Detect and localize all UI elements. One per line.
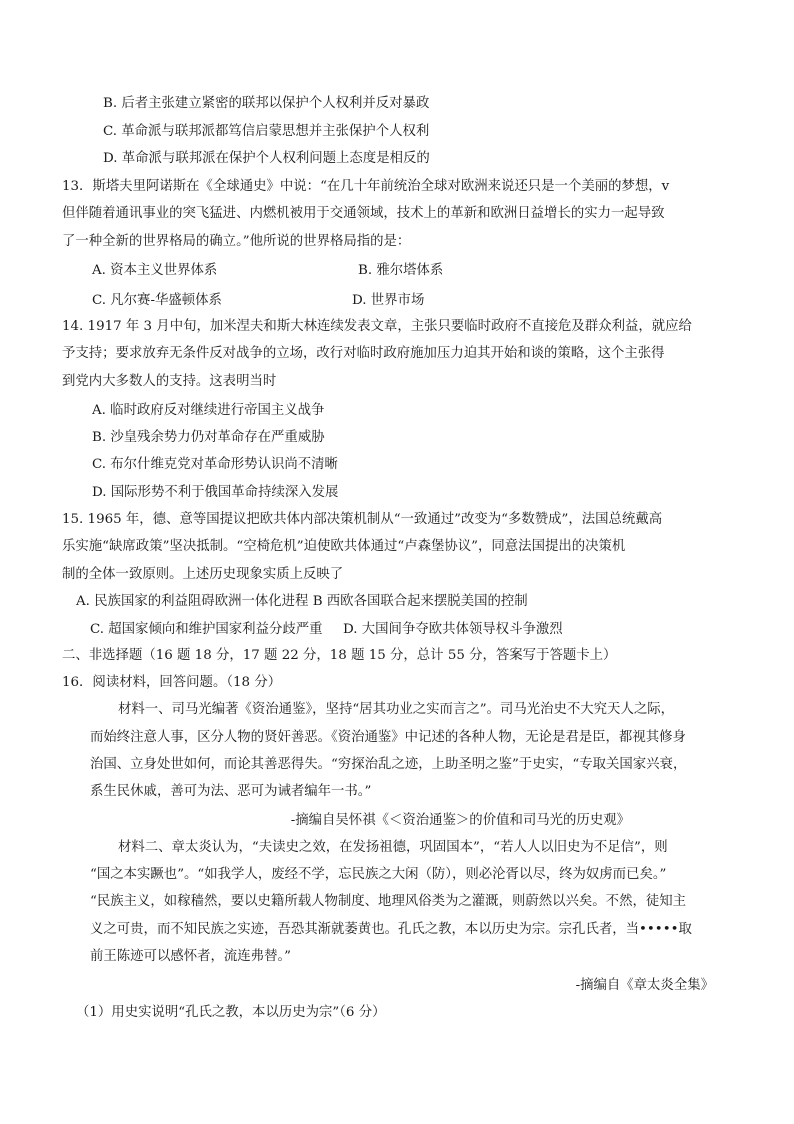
q13-option-b: B. 雅尔塔体系 <box>358 263 444 278</box>
q12-option-c: C. 革命派与联邦派都笃信启蒙思想并主张保护个人权利 <box>103 124 430 139</box>
section-2-heading: 二、非选择题（16 题 18 分，17 题 22 分，18 题 15 分，总计 55 分，答案写于答题卡上） <box>62 648 617 663</box>
q14-option-d: D. 国际形势不利于俄国革命持续深入发展 <box>92 485 339 500</box>
q15-stem-line-2: 乐实施“缺席政策”坚决抵制。“空椅危机”迫使欧共体通过“卢森堡协议”，同意法国提出的决策机 <box>62 539 626 554</box>
q14-stem-line-1: 14. 1917 年 3 月中旬，加米涅夫和斯大林连续发表文章，主张只要临时政府不直接危及群众利益，就应给 <box>62 319 692 334</box>
q14-stem-line-3: 到党内大多数人的支持。这表明当时 <box>62 374 277 389</box>
q16-material2-line-1: 材料二、章太炎认为，“夫读史之效，在发扬祖德，巩固国本”，“若人人以旧史为不足信”，则 <box>118 840 668 855</box>
q13-stem-line-2: 但伴随着通讯事业的突飞猛进、内燃机被用于交通领域，技术上的革新和欧洲日益增长的实力一起导致 <box>62 206 665 221</box>
q15-option-c: C. 超国家倾向和维护国家利益分歧严重 <box>90 622 323 637</box>
q16-subquestion-1: （1）用史实说明“孔氏之教，本以历史为宗”（6 分） <box>76 1005 386 1020</box>
q14-option-b: B. 沙皇残余势力仍对革命存在严重威胁 <box>92 430 325 445</box>
q13-stem-line-1: 13．斯塔夫里阿诺斯在《全球通史》中说：“在几十年前统治全球对欧洲来说还只是一个美丽的梦想，v <box>62 179 670 194</box>
q12-option-b: B. 后者主张建立紧密的联邦以保护个人权利并反对暴政 <box>103 96 430 111</box>
q16-heading: 16．阅读材料，回答问题。（18 分） <box>62 675 282 690</box>
q14-option-a: A. 临时政府反对继续进行帝国主义战争 <box>92 403 325 418</box>
q16-material1-line-3: 治国、立身处世如何，而论其善恶得失。“穷探治乱之迹，上助圣明之鉴”于史实，“专取关国家兴衰， <box>90 757 687 772</box>
q15-option-d: D. 大国间争夺欧共体领导权斗争激烈 <box>343 622 563 637</box>
q15-option-ab: A. 民族国家的利益阻碍欧洲一体化进程 B 西欧各国联合起来摆脱美国的控制 <box>76 594 528 609</box>
q13-option-d: D. 世界市场 <box>352 293 425 308</box>
q16-material2-line-2: “国之本实蹶也”。“如我学人，废经不学，忘民族之大闲（防），则必沦胥以尽，终为奴虏而已矣。” <box>90 867 667 882</box>
q16-material2-line-3: “民族主义，如稼穑然，要以史籍所载人物制度、地理风俗类为之灌溉，则蔚然以兴矣。不然，徒知主 <box>90 894 687 909</box>
q16-material1-line-4: 系生民休戚，善可为法、恶可为诫者编年一书。” <box>90 784 372 799</box>
q14-stem-line-2: 予支持；要求放弃无条件反对战争的立场，改行对临时政府施加压力迫其开始和谈的策略，这个主张得 <box>62 346 665 361</box>
q13-option-c: C. 凡尔赛-华盛顿体系 <box>92 293 222 308</box>
q15-stem-line-1: 15. 1965 年，德、意等国提议把欧共体内部决策机制从“一致通过”改变为“多数赞成”，法国总统戴高 <box>62 512 663 527</box>
q15-stem-line-3: 制的全体一致原则。上述历史现象实质上反映了 <box>62 567 344 582</box>
q16-material2-source: -摘编自《章太炎全集》 <box>575 978 714 993</box>
q13-option-a: A. 资本主义世界体系 <box>92 263 218 278</box>
q16-material2-line-5: 前王陈迹可以感怀者，流连弗替。” <box>90 949 292 964</box>
q14-option-c: C. 布尔什维克党对革命形势认识尚不清晰 <box>92 457 338 472</box>
q16-material1-source: -摘编自吴怀祺《＜资治通鉴＞的价值和司马光的历史观》 <box>290 813 630 828</box>
q12-option-d: D. 革命派与联邦派在保护个人权利问题上态度是相反的 <box>103 151 430 166</box>
q16-material2-line-4: 义之可贵，而不知民族之实迹，吾恐其渐就萎黄也。孔氏之教，本以历史为宗。宗孔氏者，当•••••取 <box>90 922 692 937</box>
q16-material1-line-1: 材料一、司马光编著《资治通鉴》，坚持“居其功业之实而言之”。司马光治史不大究天人之际， <box>118 702 675 717</box>
q13-stem-line-3: 了一种全新的世界格局的确立。”他所说的世界格局指的是： <box>62 234 411 249</box>
q16-material1-line-2: 而始终注意人事，区分人物的贤奸善恶。《资治通鉴》中记述的各种人物，无论是君是臣，都视其修身 <box>90 730 686 745</box>
